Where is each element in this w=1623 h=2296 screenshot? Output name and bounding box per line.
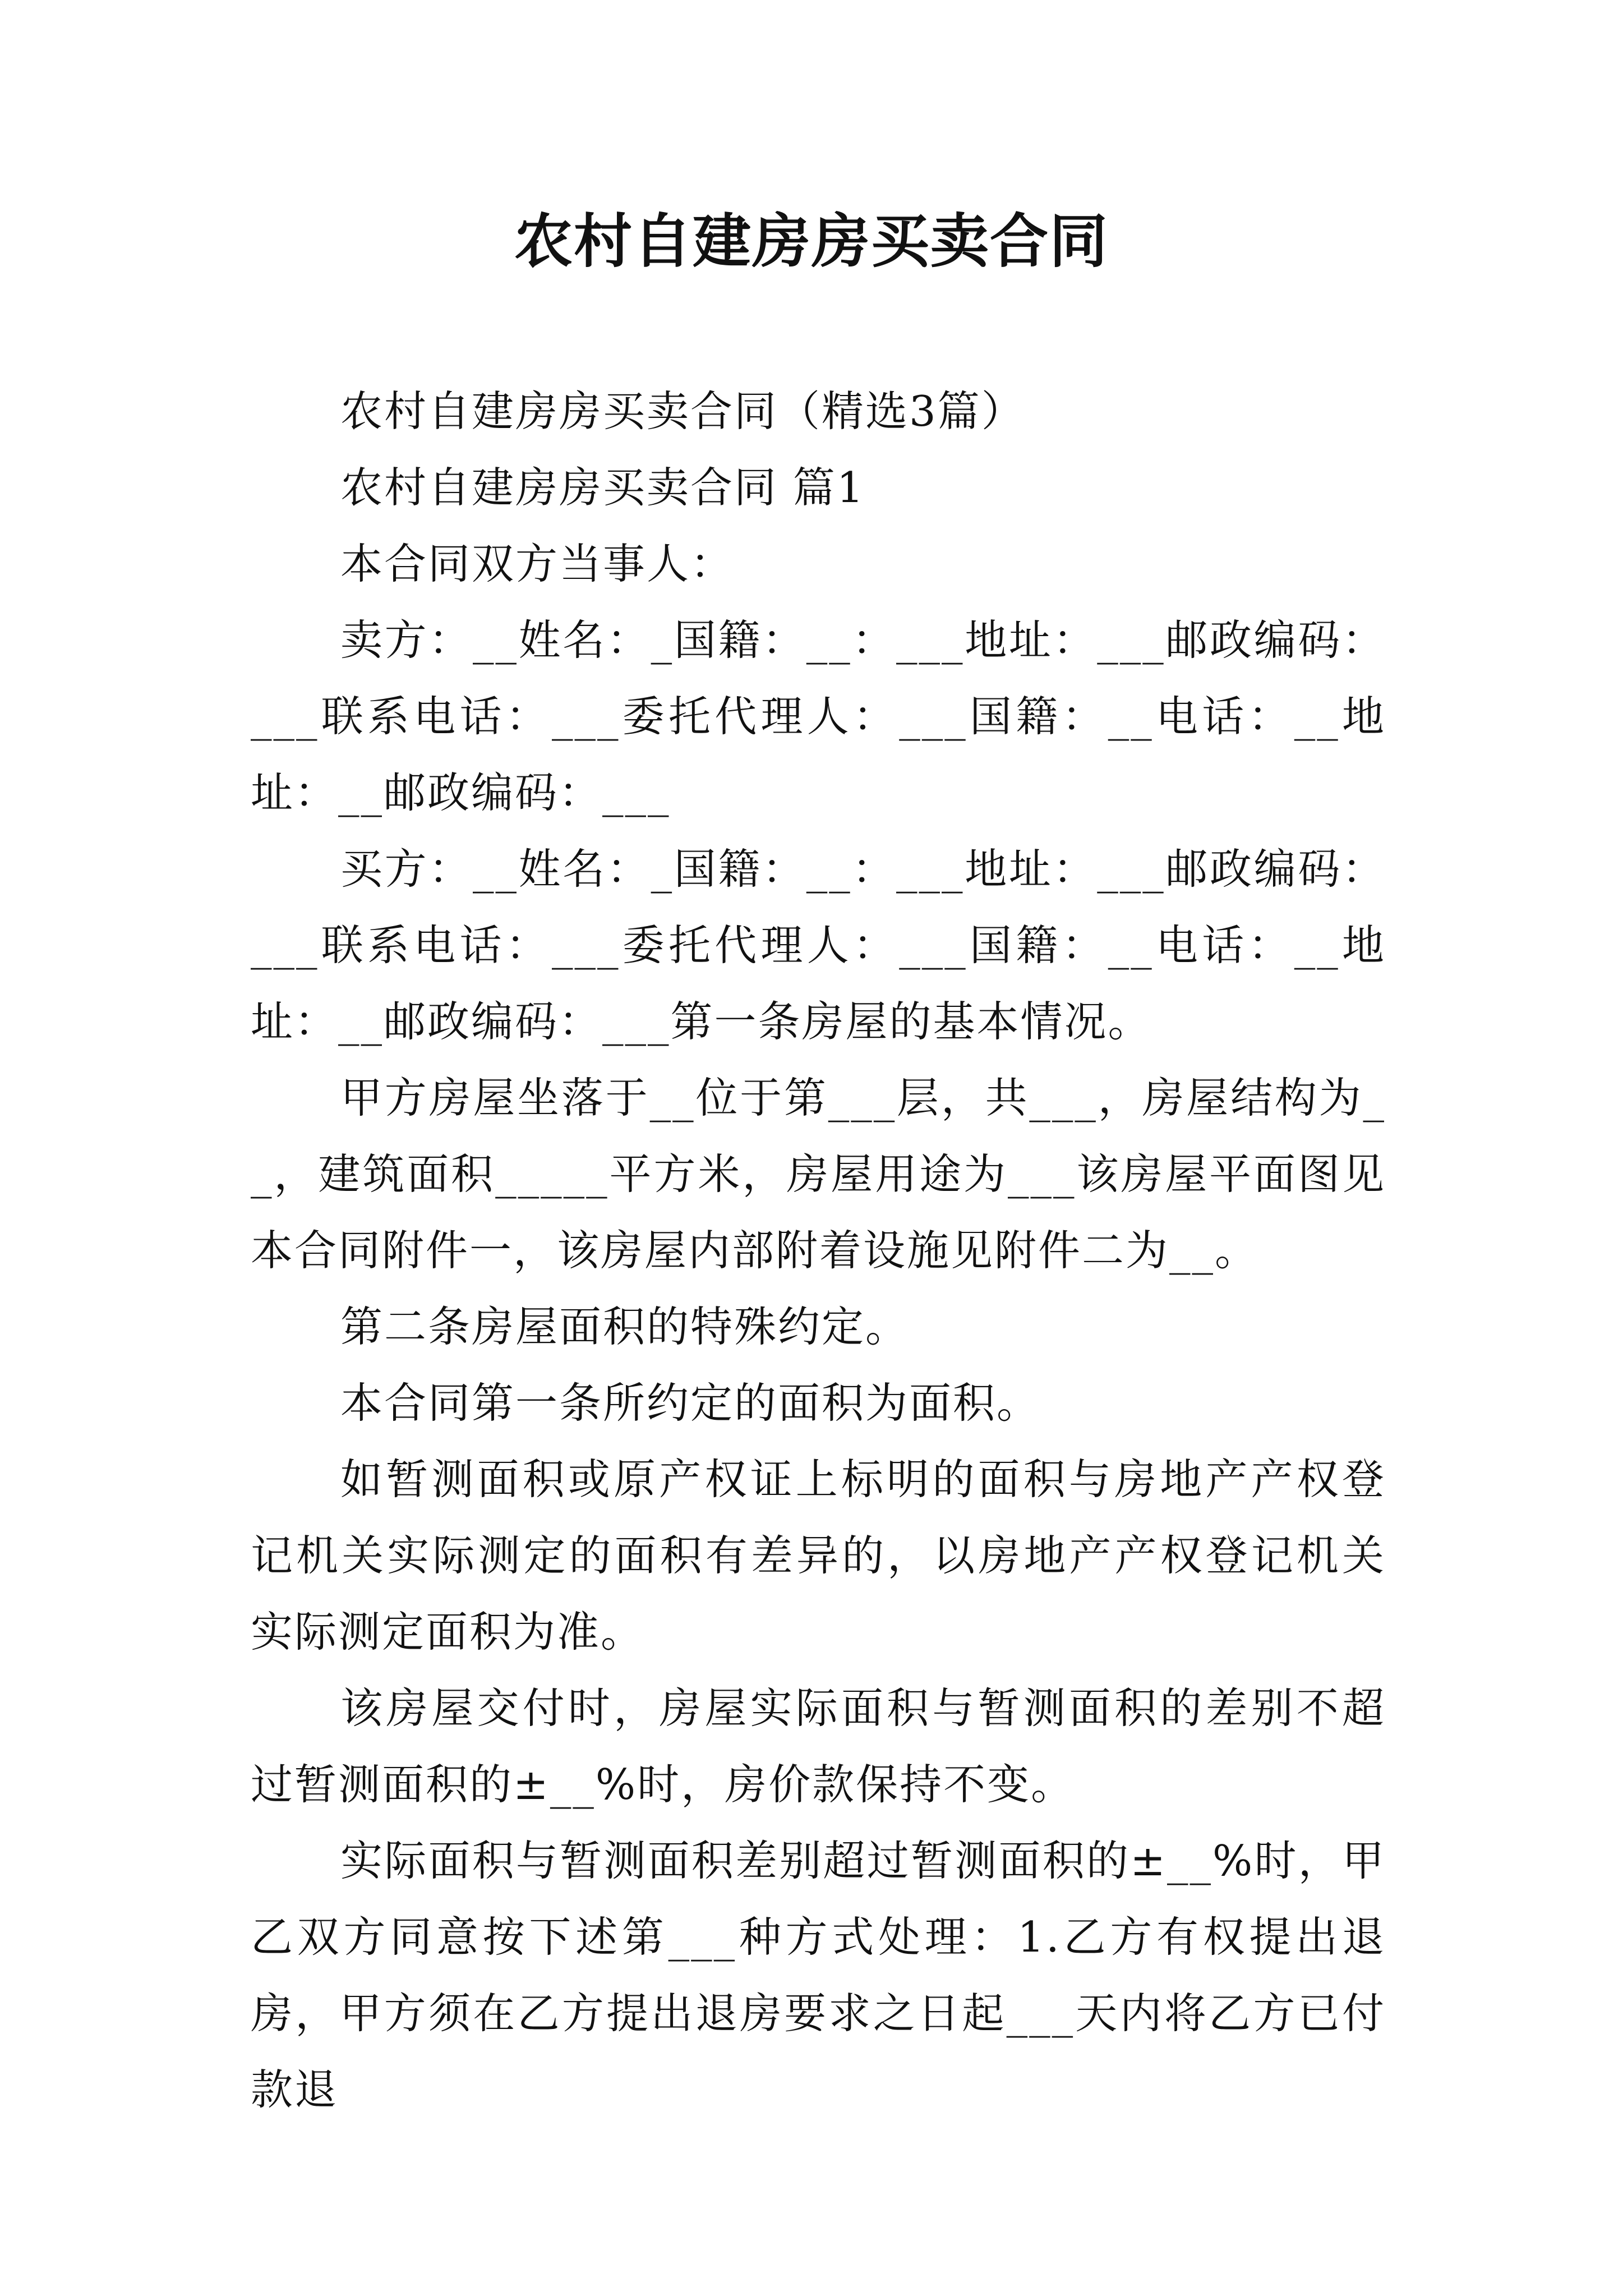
paragraph: 本合同双方当事人： bbox=[340, 539, 735, 588]
paragraph: 卖方：__姓名：_国籍：__：___地址：___邮政编码：___联系电话：___委托代理人：___国籍：__电话：__地址：__邮政编码：___ bbox=[251, 615, 1386, 817]
paragraph: 实际面积与暂测面积差别超过暂测面积的±__%时，甲乙双方同意按下述第___种方式处理：1.乙方有权提出退房，甲方须在乙方提出退房要求之日起___天内将乙方已付款退 bbox=[251, 1836, 1386, 2114]
paragraph: 本合同第一条所约定的面积为面积。 bbox=[340, 1378, 1041, 1428]
document-title: 农村自建房房买卖合同 bbox=[514, 207, 1109, 275]
paragraph: 甲方房屋坐落于__位于第___层，共___，房屋结构为__，建筑面积_____平方米，房屋用途为___该房屋平面图见本合同附件一，该房屋内部附着设施见附件二为__。 bbox=[251, 1073, 1386, 1275]
paragraph: 该房屋交付时，房屋实际面积与暂测面积的差别不超过暂测面积的±__%时，房价款保持不变。 bbox=[251, 1683, 1386, 1809]
paragraph: 买方：__姓名：_国籍：__：___地址：___邮政编码：___联系电话：___委托代理人：___国籍：__电话：__地址：__邮政编码：___第一条房屋的基本情况。 bbox=[251, 844, 1386, 1046]
document-body bbox=[251, 373, 1386, 2128]
paragraph: 农村自建房房买卖合同 篇1 bbox=[340, 463, 865, 512]
paragraph: 如暂测面积或原产权证上标明的面积与房地产产权登记机关实际测定的面积有差异的，以房地产产权登记机关实际测定面积为准。 bbox=[251, 1455, 1386, 1657]
paragraph: 第二条房屋面积的特殊约定。 bbox=[340, 1302, 910, 1351]
paragraph: 农村自建房房买卖合同（精选3篇） bbox=[340, 386, 1025, 436]
